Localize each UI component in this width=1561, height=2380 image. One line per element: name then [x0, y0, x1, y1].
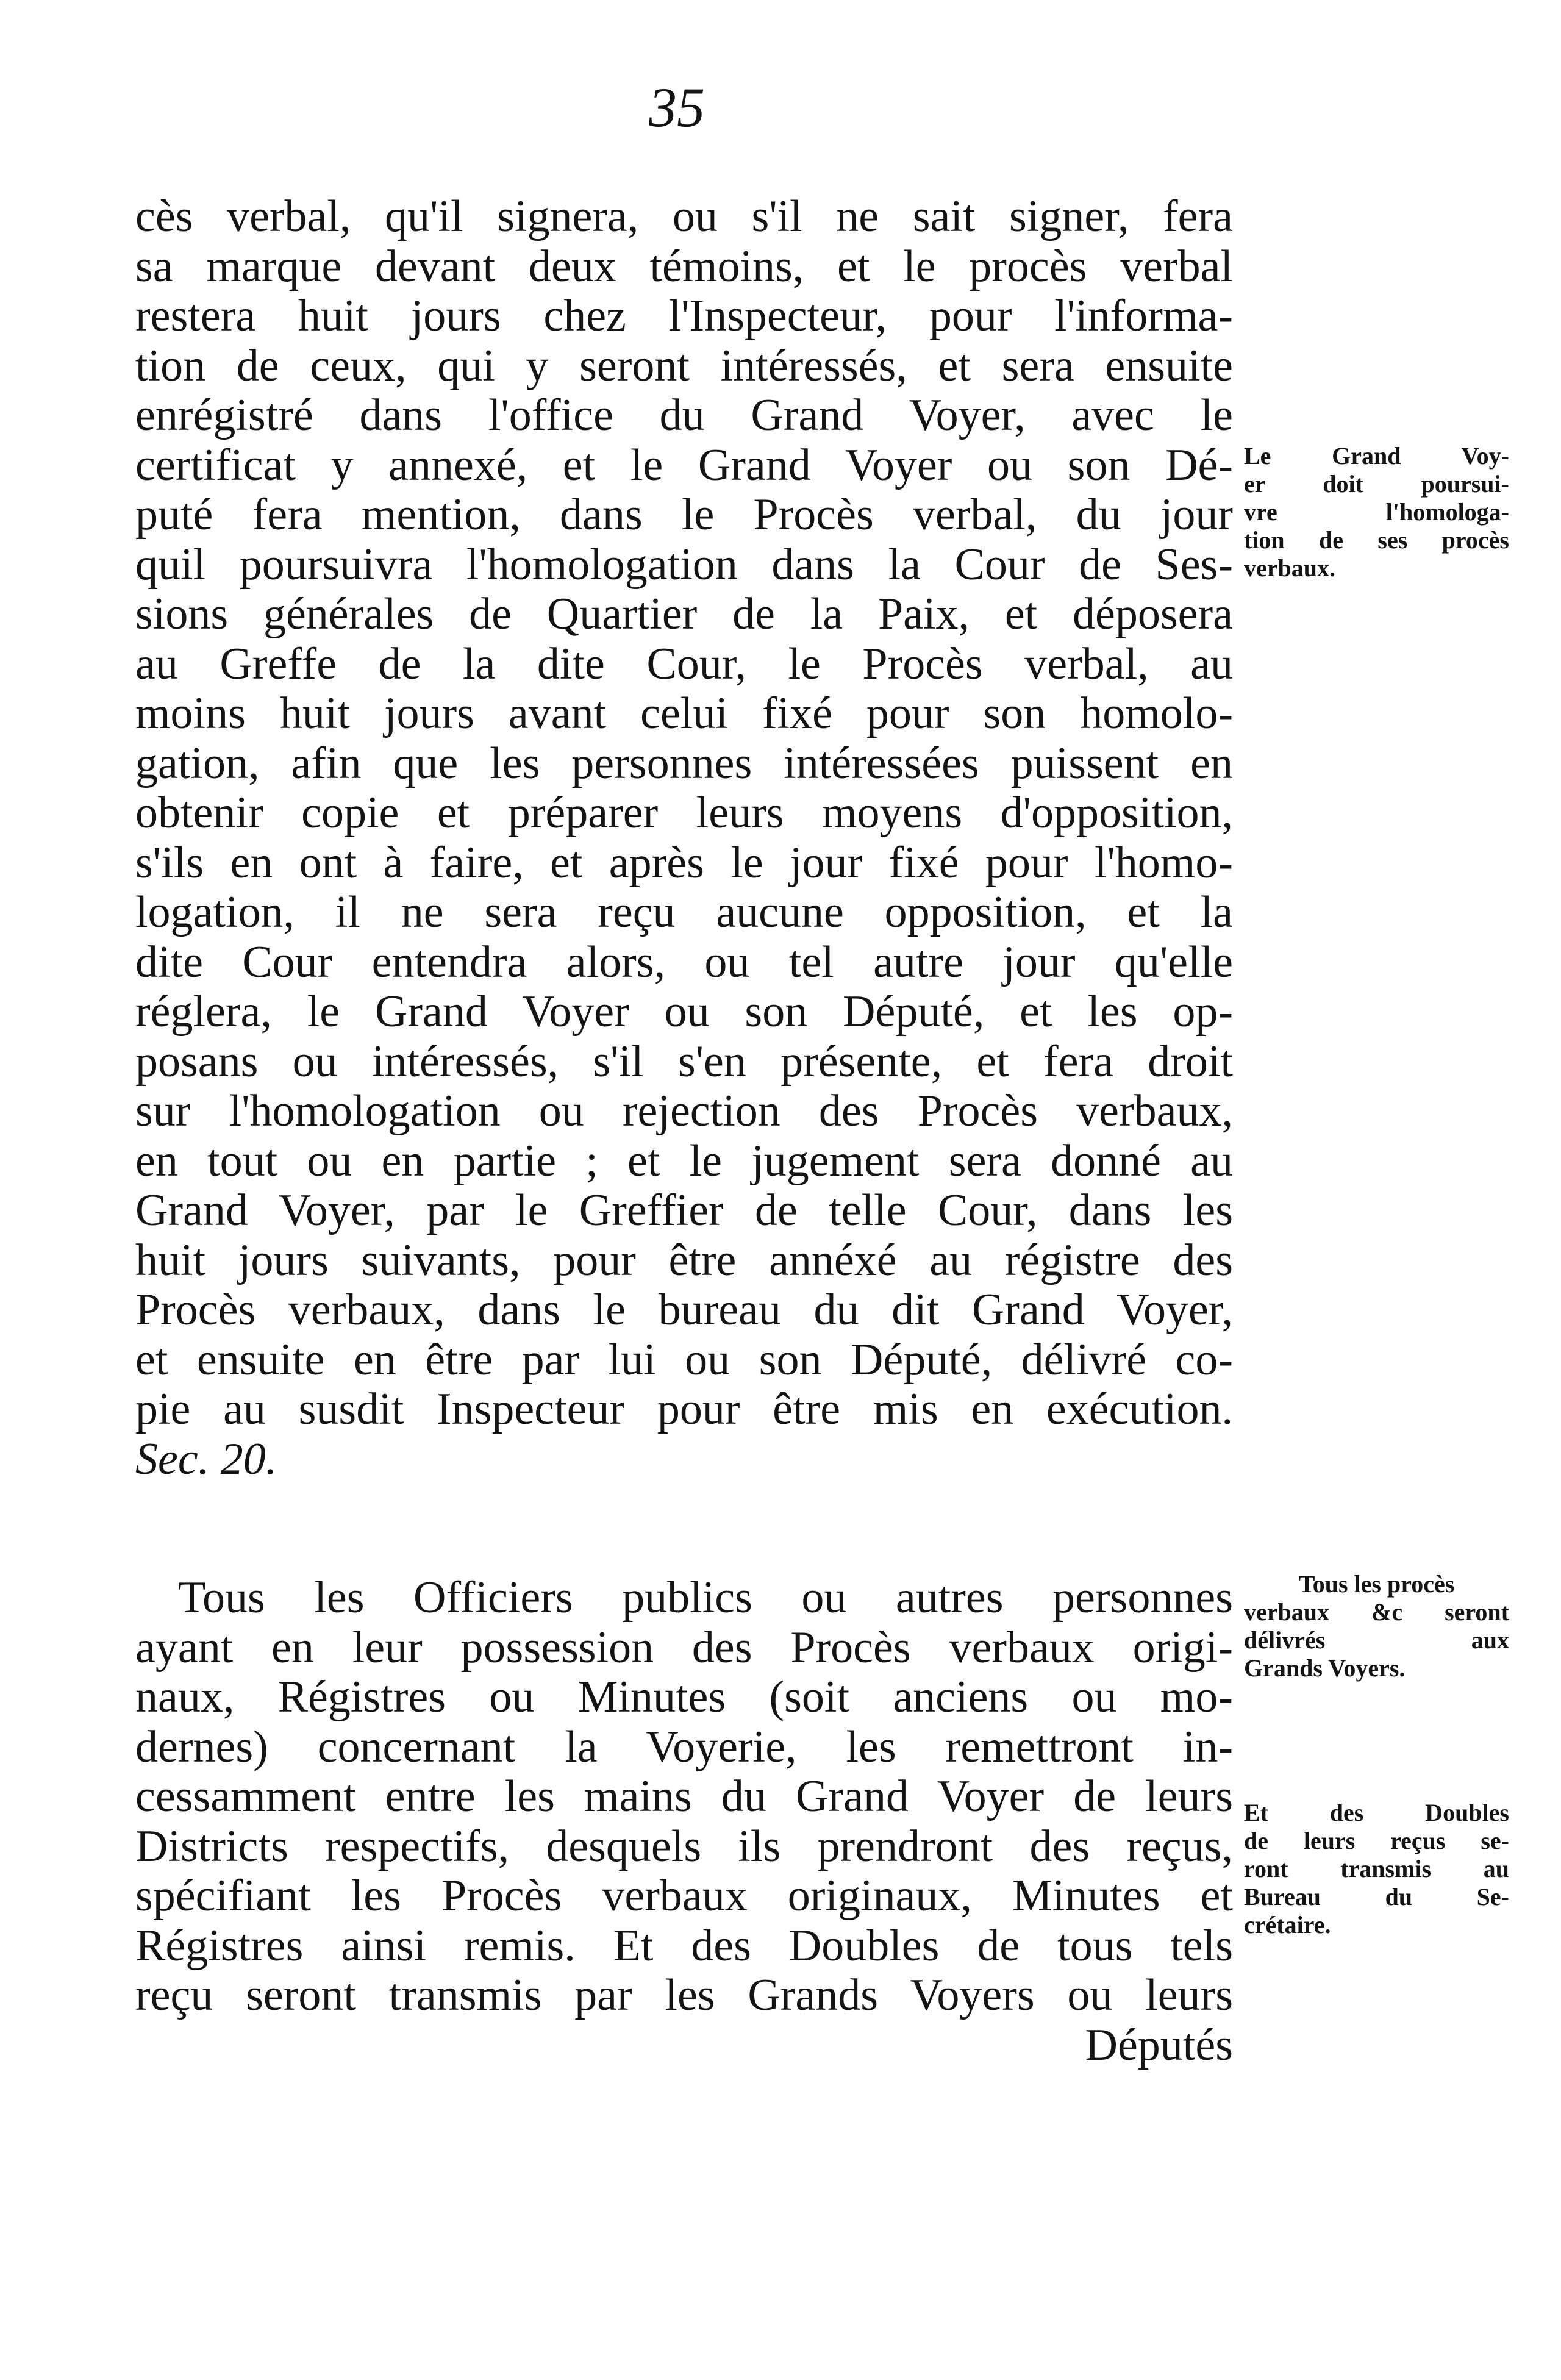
text-line: Districts respectifs, desquels ils prendront des reçus,	[135, 1821, 1233, 1871]
text-line: dite Cour entendra alors, ou tel autre jour qu'elle	[135, 937, 1233, 987]
text-line: Régistres ainsi remis. Et des Doubles de tous tels	[135, 1920, 1233, 1971]
text-line: Tous les Officiers publics ou autres personnes	[178, 1573, 1233, 1623]
text-line: cès verbal, qu'il signera, ou s'il ne sait signer, fera	[135, 191, 1233, 241]
text-line: moins huit jours avant celui fixé pour son homolo-	[135, 688, 1233, 738]
text-line: dernes) concernant la Voyerie, les remettront in-	[135, 1721, 1233, 1772]
margin-note-line: Bureau du Se-	[1244, 1883, 1509, 1910]
text-line: en tout ou en partie ; et le jugement sera donné au	[135, 1135, 1233, 1186]
margin-note-line: verbaux.	[1244, 554, 1335, 582]
text-line: puté fera mention, dans le Procès verbal, du jour	[135, 490, 1233, 540]
text-line: sur l'homologation ou rejection des Procès verbaux,	[135, 1086, 1233, 1136]
text-line: Grand Voyer, par le Greffier de telle Cour, dans les	[135, 1185, 1233, 1235]
margin-note-line: Grands Voyers.	[1244, 1654, 1406, 1682]
text-line: Procès verbaux, dans le bureau du dit Grand Voyer,	[135, 1285, 1233, 1335]
text-line: gation, afin que les personnes intéressées puissent en	[135, 738, 1233, 788]
margin-note-line: verbaux &c seront	[1244, 1598, 1509, 1626]
text-line: quil poursuivra l'homologation dans la Cour de Ses-	[135, 539, 1233, 590]
margin-note-line: de leurs reçus se-	[1244, 1827, 1509, 1854]
page-number: 35	[649, 76, 705, 138]
section-reference: Sec. 20.	[135, 1434, 277, 1484]
text-line: spécifiant les Procès verbaux originaux, Minutes et	[135, 1871, 1233, 1921]
margin-note-line: Et des Doubles	[1244, 1799, 1509, 1826]
text-line: posans ou intéressés, s'il s'en présente, et fera droit	[135, 1036, 1233, 1087]
margin-note-proces-verbaux	[1244, 1570, 1509, 1682]
text-line: restera huit jours chez l'Inspecteur, pour l'informa-	[135, 291, 1233, 341]
text-line: naux, Régistres ou Minutes (soit anciens ou mo-	[135, 1672, 1233, 1722]
margin-note-homologation	[1244, 442, 1509, 582]
margin-note-line: er doit poursui-	[1244, 470, 1509, 498]
margin-note-line: délivrés aux	[1244, 1626, 1509, 1654]
margin-note-line: vre l'homologa-	[1244, 498, 1509, 526]
text-line: ayant en leur possession des Procès verbaux origi-	[135, 1622, 1233, 1673]
text-line: et ensuite en être par lui ou son Député, délivré co-	[135, 1334, 1233, 1385]
paragraph-2	[135, 1573, 1233, 2070]
catchword: Députés	[1085, 2020, 1233, 2070]
text-line: au Greffe de la dite Cour, le Procès verbal, au	[135, 638, 1233, 689]
text-line: enrégistré dans l'office du Grand Voyer, avec le	[135, 390, 1233, 440]
text-line: certificat y annexé, et le Grand Voyer ou son Dé-	[135, 440, 1233, 490]
text-line: tion de ceux, qui y seront intéressés, et sera ensuite	[135, 340, 1233, 391]
text-line: réglera, le Grand Voyer ou son Député, et les op-	[135, 987, 1233, 1037]
text-line: huit jours suivants, pour être annéxé au régistre des	[135, 1235, 1233, 1285]
text-line: obtenir copie et préparer leurs moyens d'opposition,	[135, 788, 1233, 838]
text-line: logation, il ne sera reçu aucune opposition, et la	[135, 887, 1233, 937]
margin-note-line: tion de ses procès	[1244, 526, 1509, 554]
text-line: sa marque devant deux témoins, et le procès verbal	[135, 241, 1233, 291]
margin-note-line: Le Grand Voy-	[1244, 442, 1509, 470]
margin-note-line: crétaire.	[1244, 1911, 1331, 1939]
margin-note-doubles	[1244, 1799, 1509, 1939]
text-line: reçu seront transmis par les Grands Voyers ou leurs	[135, 1970, 1233, 2020]
text-line: sions générales de Quartier de la Paix, et déposera	[135, 589, 1233, 639]
margin-note-line: Tous les procès	[1298, 1570, 1455, 1598]
text-line: pie au susdit Inspecteur pour être mis en exécution.	[135, 1384, 1233, 1434]
text-line: cessamment entre les mains du Grand Voyer de leurs	[135, 1771, 1233, 1821]
margin-note-line: ront transmis au	[1244, 1855, 1509, 1882]
paragraph-1	[135, 192, 1233, 1484]
text-line: s'ils en ont à faire, et après le jour fixé pour l'homo-	[135, 837, 1233, 888]
